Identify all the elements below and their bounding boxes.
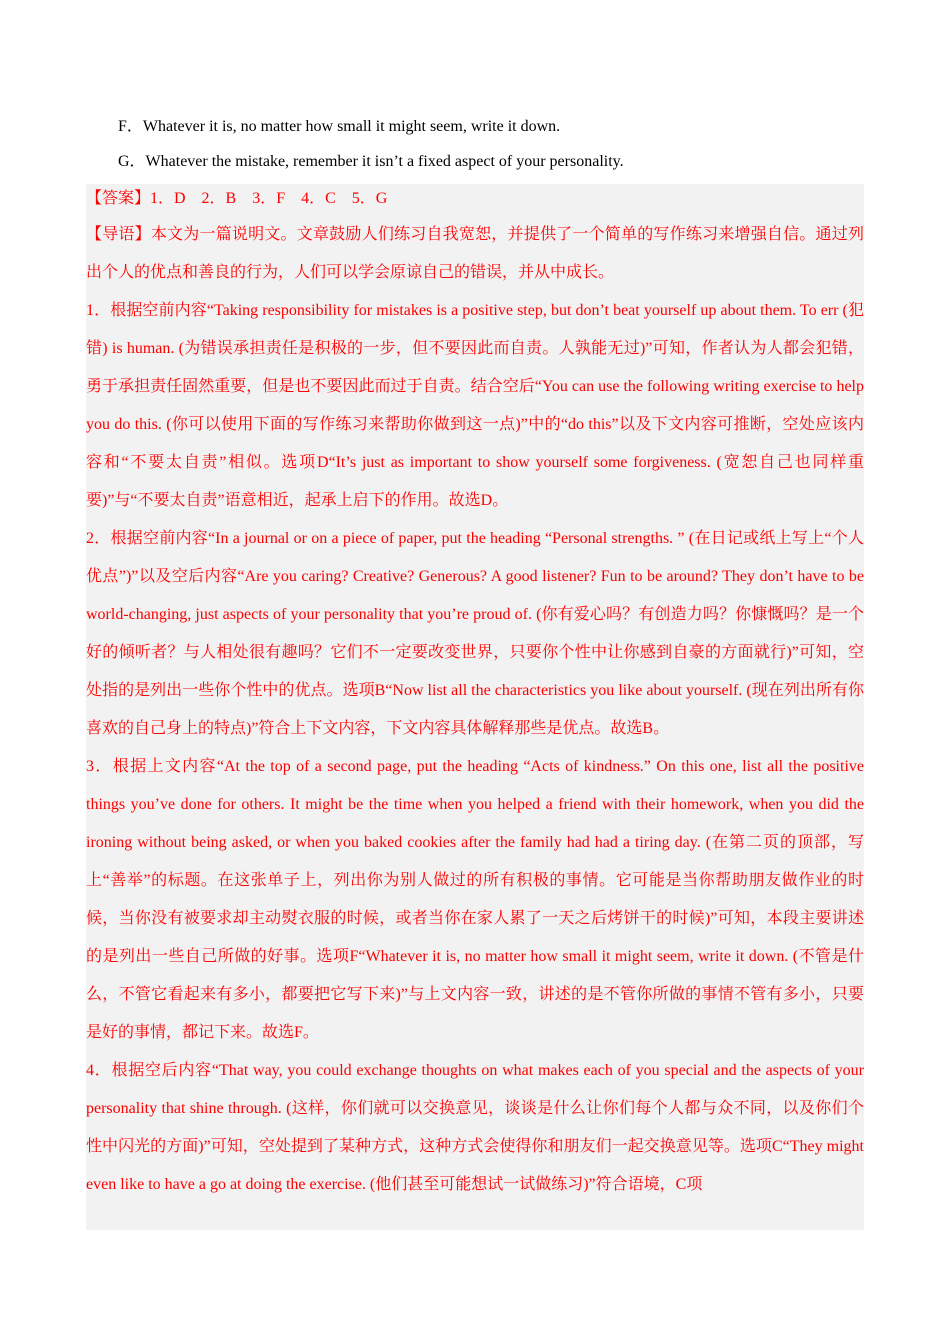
answer-section — [86, 184, 864, 1204]
answer-key: 【答案】1．D 2．B 3．F 4．C 5．G — [86, 190, 388, 207]
explanation-4: 4．根据空后内容“That way, you could exchange thoughts on what makes each of you special and the aspects of your personality that shine through. (这样，你们就可以交换意见，谈谈是什么让你们每个人都与众不同，以及你们个性中闪光的方面)”可知，空处提到了某种方式，这种方式会使得你和朋友们一起交换意见等。选项C“They might even like to have a go at doing the exercise. (他们甚至可能想试一试做练习)”符合语境，C项 — [86, 1062, 864, 1193]
explanation-2: 2．根据空前内容“In a journal or on a piece of paper, put the heading “Personal strengths. ” (在日记或纸上写上“个人优点”)”以及空后内容“Are you caring? Creative? Generous? A good listener? Fun to be around? They don’t have to be world-changing, just aspects of your personality that you’re proud of. (你有爱心吗？有创造力吗？你慷慨吗？是一个好的倾听者？与人相处很有趣吗？它们不一定要改变世界，只要你个性中让你感到自豪的方面就行)”可知，空处指的是列出一些你个性中的优点。选项B“Now list all the characteristics you like about yourself. (现在列出所有你喜欢的自己身上的特点)”符合上下文内容，下文内容具体解释那些是优点。故选B。 — [86, 530, 864, 737]
option-g: G．Whatever the mistake, remember it isn’t a fixed aspect of your personality. — [118, 153, 624, 170]
answer-intro: 【导语】本文为一篇说明文。文章鼓励人们练习自我宽恕，并提供了一个简单的写作练习来增强自信。通过列出个人的优点和善良的行为，人们可以学会原谅自己的错误，并从中成长。 — [86, 226, 864, 281]
explanation-1: 1．根据空前内容“Taking responsibility for mistakes is a positive step, but don’t beat yourself up about them. To err (犯错) is human. (为错误承担责任是积极的一步，但不要因此而自责。人孰能无过)”可知，作者认为人都会犯错，勇于承担责任固然重要，但是也不要因此而过于自责。结合空后“You can use the following writing exercise to help you do this. (你可以使用下面的写作练习来帮助你做到这一点)”中的“do this”以及下文内容可推断，空处应该内容和“不要太自责”相似。选项D“It’s just as important to show yourself some forgiveness. (宽恕自己也同样重要)”与“不要太自责”语意相近，起承上启下的作用。故选D。 — [86, 302, 864, 509]
explanation-3: 3．根据上文内容“At the top of a second page, put the heading “Acts of kindness.” On this one, list all the positive things you’ve done for others. It might be the time when you helped a friend with their homework, when you did the ironing without being asked, or when you baked cookies after the family had had a tiring day. (在第二页的顶部，写上“善举”的标题。在这张单子上，列出你为别人做过的所有积极的事情。它可能是当你帮助朋友做作业的时候，当你没有被要求却主动熨衣服的时候，或者当你在家人累了一天之后烤饼干的时候)”可知，本段主要讲述的是列出一些自己所做的好事。选项F“Whatever it is, no matter how small it might seem, write it down. (不管是什么，不管它看起来有多小，都要把它写下来)”与上文内容一致，讲述的是不管你所做的事情不管有多小，只要是好的事情，都记下来。故选F。 — [86, 758, 864, 1041]
option-f: F．Whatever it is, no matter how small it might seem, write it down. — [118, 118, 561, 135]
